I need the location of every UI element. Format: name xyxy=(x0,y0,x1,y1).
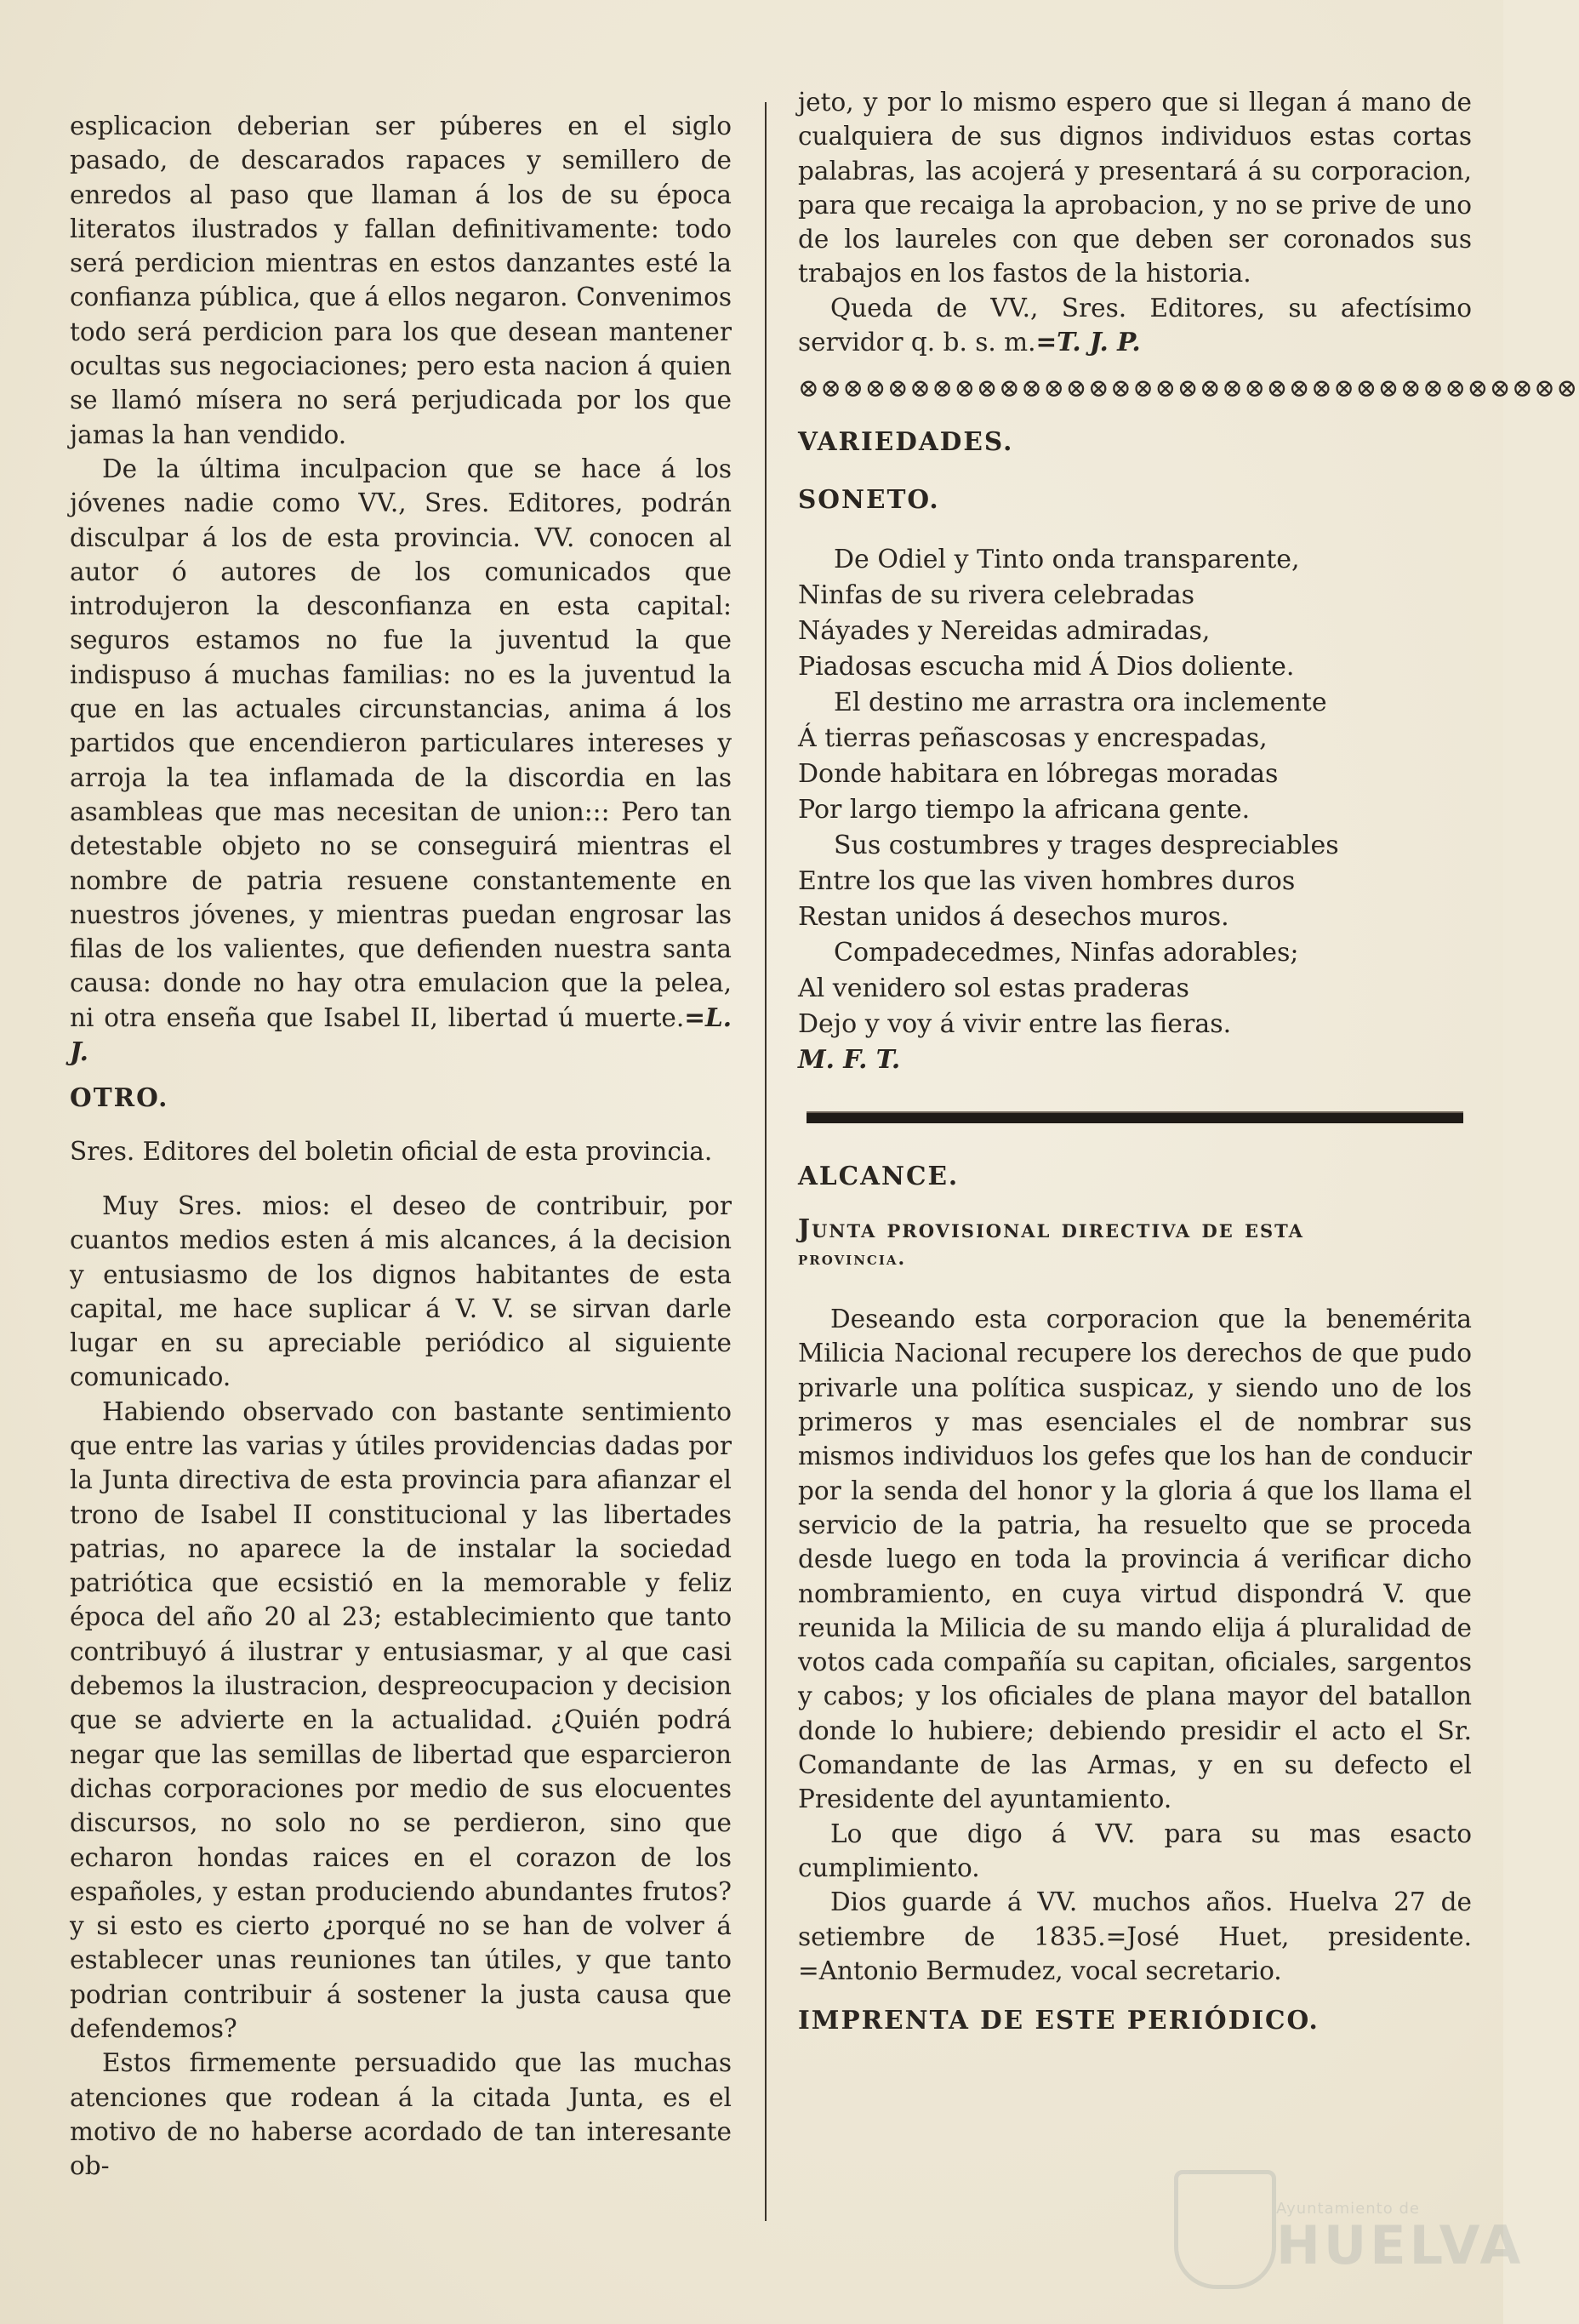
paragraph-muy-sres: Muy Sres. mios: el deseo de contribuir, por cuantos medios esten á mis alcances, á la decision y entusiasmo de los dignos habitantes de esta capital, me hace suplicar á V. V. se sirvan darle lugar en su apreciable periódico al siguiente comunicado. xyxy=(70,1191,732,1392)
paragraph-jeto: jeto, y por lo mismo espero que si llegan á mano de cualquiera de sus dignos individuos estas cortas palabras, las acojerá y presentará á su corporacion, para que recaiga la aprobacion, y no se prive de uno de los laureles con que deben ser coronados sus trabajos en los fastos de la historia. xyxy=(798,88,1472,288)
salutation-editores: Sres. Editores del boletin oficial de esta provincia. xyxy=(70,1136,713,1166)
heading-variedades: VARIEDADES. xyxy=(798,425,1014,456)
sonnet-line: Á tierras peñascosas y encrespadas, xyxy=(798,723,1268,754)
paragraph-sociedad-patriotica: Habiendo observado con bastante sentimiento que entre las varias y útiles providencias dadas por la Junta directiva de esta provincia para afianzar el trono de Isabel II constitucional y las libertades patrias, no aparece la de instalar la sociedad patriótica que ecsistió en la memorable y feliz época del año 20 al 23; establecimiento que tanto contribuyó á ilustrar y entusiasmar, y al que casi debemos la ilustracion, despreocupacion y decision que se advierte en la actualidad. ¿Quién podrá negar que las semillas de libertad que esparcieron dichas corporaciones por medio de sus elocuentes discursos, no solo no se perdieron, sino que echaron hondas raices en el corazon de los españoles, y estan produciendo abundantes frutos? y si esto es cierto ¿porqué no se han de volver á establecer unas reuniones tan útiles, y que tanto podrian contribuir á sostener la justa causa que defendemos? xyxy=(70,1396,732,2044)
watermark-big-text: HUELVA xyxy=(1276,2214,1525,2276)
junta-title-line1: Junta provisional directiva de esta xyxy=(798,1213,1304,1243)
heading-otro: OTRO. xyxy=(70,1082,169,1113)
sonnet-line: Dejo y voy á vivir entre las fieras. xyxy=(798,1009,1232,1040)
paragraph-milicia: Deseando esta corporacion que la benemérita Milicia Nacional recupere los derechos de que pudo privarle una política suspicaz, y siendo uno de los primeros y mas esenciales el de nombrar sus mismos individuos los gefes que los han de conducir por la senda del honor y la gloria á que los llama el servicio de la patria, ha resuelto que se proceda desde luego en toda la provincia á verificar dicho nombramiento, en cuya virtud dispondrá V. que reunida la Milicia de su mando elija á pluralidad de votos cada compañía su capitan, oficiales, sargentos y cabos; y los oficiales de plana mayor del batallon donde lo hubiere; debiendo presidir el acto el Sr. Comandante de las Armas, y en su defecto el Presidente del ayuntamiento. xyxy=(798,1305,1472,1814)
signature-tjp: =T. J. P. xyxy=(1035,327,1141,357)
watermark-small-text: Ayuntamiento de xyxy=(1276,2200,1420,2218)
signature-mft: M. F. T. xyxy=(798,1044,901,1075)
left-column xyxy=(70,109,732,2184)
paragraph-lo-que-digo: Lo que digo á VV. para su mas esacto cumplimiento. xyxy=(798,1819,1472,1882)
paragraph-queda-text: Queda de VV., Sres. Editores, su afectísimo servidor q. b. s. m. xyxy=(798,293,1472,357)
sonnet-line: Donde habitara en lóbregas moradas xyxy=(798,759,1279,790)
sonnet-line: Sus costumbres y trages despreciables xyxy=(834,831,1339,861)
sonnet-line: Por largo tiempo la africana gente. xyxy=(798,795,1251,825)
sonnet-line: Entre los que las viven hombres duros xyxy=(798,866,1296,897)
paragraph-junta-atenciones: Estos firmemente persuadido que las muchas atenciones que rodean á la citada Junta, es el motivo de no haberse acordado de tan interesante ob- xyxy=(70,2048,732,2181)
sonnet-line: Piadosas escucha mid Á Dios doliente. xyxy=(798,652,1295,682)
sonnet-line: Restan unidos á desechos muros. xyxy=(798,902,1229,933)
junta-title-line2: provincia. xyxy=(798,1248,907,1270)
sonnet-line: De Odiel y Tinto onda transparente, xyxy=(834,545,1300,575)
signature-lj: =L. J. xyxy=(70,1002,732,1067)
imprint-line: IMPRENTA DE ESTE PERIÓDICO. xyxy=(798,2005,1320,2036)
paragraph-perdicion: esplicacion deberian ser púberes en el siglo pasado, de descarados rapaces y semillero de enredos al paso que llaman á los de su época literatos ilustrados y fallan definitivamente: todo será perdicion mientras en estos danzantes esté la confianza pública, que á ellos negaron. Convenimos todo será perdicion para los que desean mantener ocultas sus negociaciones; pero esta nacion á quien se llamó mísera no será perjudicada por los que jamas la han vendido. xyxy=(70,111,732,449)
sonnet-line: El destino me arrastra ora inclemente xyxy=(834,688,1327,718)
seal-icon xyxy=(1174,2170,1276,2289)
sonnet-line: Compadecedmes, Ninfas adorables; xyxy=(834,938,1299,968)
paragraph-jovenes xyxy=(70,452,732,1069)
right-column xyxy=(798,85,1579,2037)
paragraph-jovenes-text: De la última inculpacion que se hace á los jóvenes nadie como VV., Sres. Editores, podrán disculpar á los de esta provincia. VV. conocen al autor ó autores de los comunicados que introdujeron la desconfianza en esta capital: seguros estamos no fue la juventud la que indispuso á muchas familias: no es la juventud la que en las actuales circunstancias, anima á los partidos que encendieron particulares intereses y arroja la tea inflamada de la discordia en las asambleas que mas necesitan de union::: Pero tan detestable objeto no se conseguirá mientras el nombre de patria resuene constantemente en nuestros jóvenes, y mientras puedan engrosar las filas de los valientes, que defienden nuestra santa causa: donde no hay otra emulacion que la pelea, ni otra enseña que Isabel II, libertad ú muerte. xyxy=(70,454,732,1032)
column-divider xyxy=(765,102,767,2221)
paragraph-dios-guarde: Dios guarde á VV. muchos años. Huelva 27 de setiembre de 1835.=José Huet, presidente. =Antonio Bermudez, vocal secretario. xyxy=(798,1887,1472,1985)
paragraph-queda xyxy=(798,291,1472,360)
thick-divider xyxy=(807,1111,1463,1123)
heading-alcance: ALCANCE. xyxy=(798,1160,960,1191)
sonnet-line: Ninfas de su rivera celebradas xyxy=(798,580,1195,611)
sonnet-line: Al venidero sol estas praderas xyxy=(798,974,1189,1004)
heading-soneto: SONETO. xyxy=(798,483,940,514)
archive-watermark xyxy=(1174,2161,1525,2289)
sonnet xyxy=(798,542,1472,1042)
ornament-divider: ⊗⊗⊗⊗⊗⊗⊗⊗⊗⊗⊗⊗⊗⊗⊗⊗⊗⊗⊗⊗⊗⊗⊗⊗⊗⊗⊗⊗⊗⊗⊗⊗⊗⊗⊗ xyxy=(798,374,1579,403)
sonnet-line: Náyades y Nereidas admiradas, xyxy=(798,616,1211,647)
